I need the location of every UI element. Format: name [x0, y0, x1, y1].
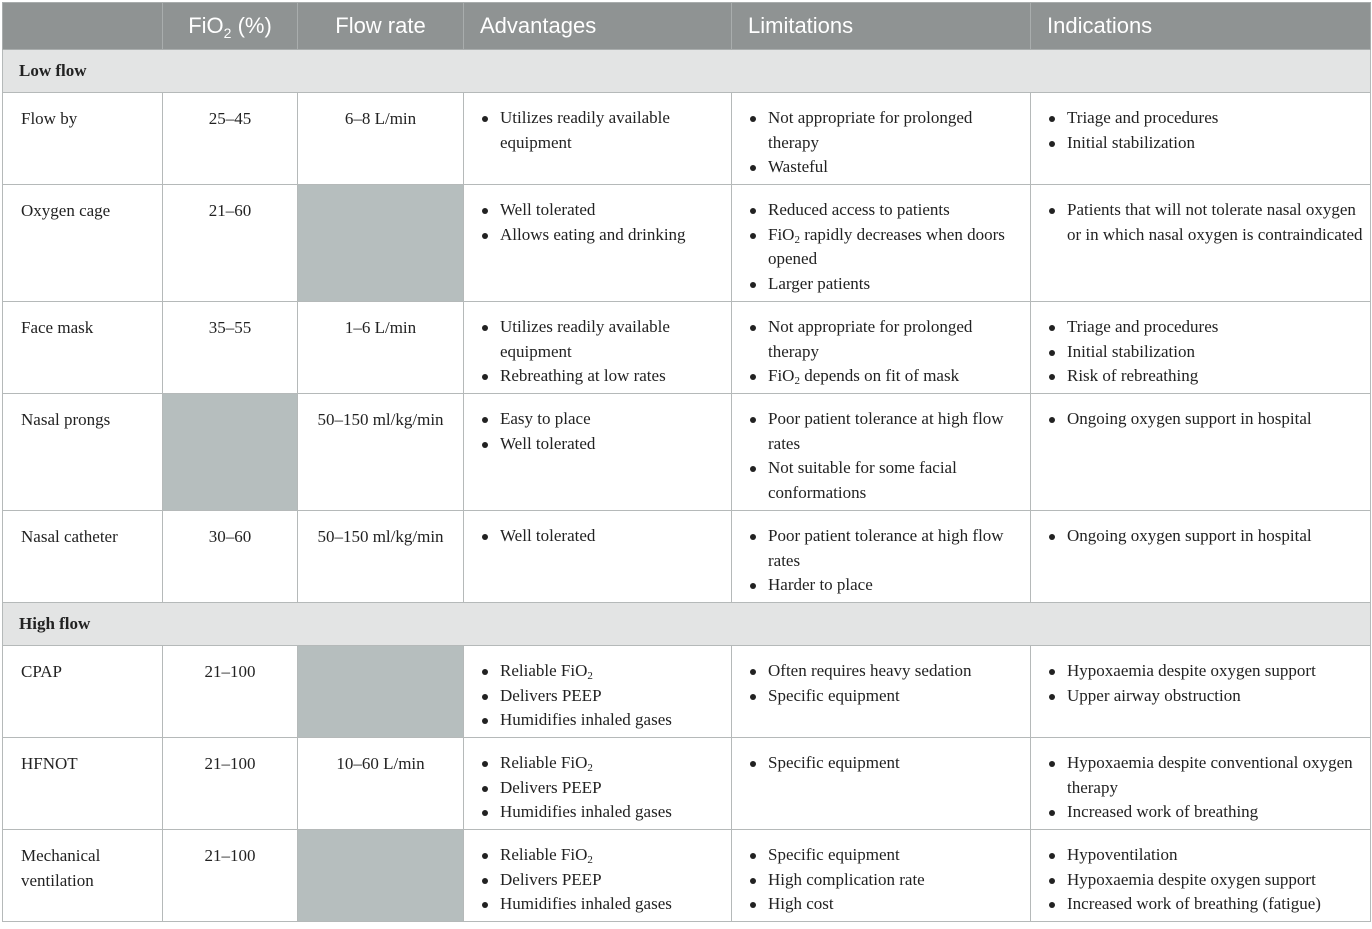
list-item: Larger patients [748, 272, 1024, 297]
fio2-cell [163, 394, 298, 511]
device-name-cell: Oxygen cage [3, 185, 163, 302]
limitations-cell [732, 511, 1031, 603]
list-item: Not suitable for some facial conformations [748, 456, 1024, 505]
advantages-cell [464, 93, 732, 185]
list-item: Wasteful [748, 155, 1024, 180]
limitations-cell [732, 830, 1031, 922]
list-item: Humidifies inhaled gases [480, 708, 725, 733]
list-item: Easy to place [480, 407, 725, 432]
advantages-list [480, 106, 725, 155]
section-row [3, 603, 1371, 646]
list-item: Specific equipment [748, 684, 1024, 709]
flow-rate-cell: 50–150 ml/kg/min [298, 511, 464, 603]
fio2-cell: 21–100 [163, 830, 298, 922]
advantages-cell [464, 511, 732, 603]
list-item: Increased work of breathing [1047, 800, 1364, 825]
list-item: Initial stabilization [1047, 131, 1364, 156]
list-item: Specific equipment [748, 843, 1024, 868]
advantages-cell [464, 185, 732, 302]
list-item: Hypoxaemia despite oxygen support [1047, 868, 1364, 893]
oxygen-therapy-table [2, 2, 1371, 922]
indications-list [1047, 407, 1364, 432]
limitations-list [748, 315, 1024, 389]
indications-list [1047, 315, 1364, 389]
table-row [3, 394, 1371, 511]
device-name-cell: Nasal catheter [3, 511, 163, 603]
section-title: High flow [3, 603, 1371, 646]
list-item: Utilizes readily available equipment [480, 106, 725, 155]
indications-list [1047, 198, 1364, 247]
header-fio2-sub: 2 [223, 25, 232, 41]
fio2-cell: 21–100 [163, 646, 298, 738]
limitations-list [748, 843, 1024, 917]
flow-rate-cell: 1–6 L/min [298, 302, 464, 394]
fio2-cell: 35–55 [163, 302, 298, 394]
table-row [3, 511, 1371, 603]
list-item: Risk of rebreathing [1047, 364, 1364, 389]
list-item: Well tolerated [480, 524, 725, 549]
limitations-cell [732, 302, 1031, 394]
advantages-cell [464, 302, 732, 394]
list-item: Not appropriate for prolonged therapy [748, 315, 1024, 364]
limitations-list [748, 198, 1024, 296]
list-item: High cost [748, 892, 1024, 917]
indications-list [1047, 751, 1364, 825]
limitations-cell [732, 394, 1031, 511]
advantages-list [480, 198, 725, 247]
list-item: Poor patient tolerance at high flow rates [748, 407, 1024, 456]
indications-list [1047, 843, 1364, 917]
limitations-list [748, 106, 1024, 180]
list-item: Specific equipment [748, 751, 1024, 776]
header-indications: Indications [1031, 3, 1371, 50]
advantages-list [480, 315, 725, 389]
indications-list [1047, 659, 1364, 708]
header-limitations: Limitations [732, 3, 1031, 50]
header-blank [3, 3, 163, 50]
indications-cell [1031, 646, 1371, 738]
list-item: Harder to place [748, 573, 1024, 598]
indications-cell [1031, 830, 1371, 922]
list-item: Ongoing oxygen support in hospital [1047, 524, 1364, 549]
fio2-cell: 30–60 [163, 511, 298, 603]
flow-rate-cell [298, 185, 464, 302]
list-item: Triage and procedures [1047, 106, 1364, 131]
list-item: Often requires heavy sedation [748, 659, 1024, 684]
advantages-list [480, 751, 725, 825]
advantages-list [480, 843, 725, 917]
limitations-list [748, 407, 1024, 505]
header-row [3, 3, 1371, 50]
limitations-cell [732, 185, 1031, 302]
limitations-cell [732, 646, 1031, 738]
indications-cell [1031, 93, 1371, 185]
table-row [3, 646, 1371, 738]
list-item: Delivers PEEP [480, 776, 725, 801]
header-fio2-suffix: (%) [231, 13, 272, 38]
flow-rate-cell: 6–8 L/min [298, 93, 464, 185]
list-item: Delivers PEEP [480, 684, 725, 709]
indications-list [1047, 524, 1364, 549]
limitations-cell [732, 738, 1031, 830]
list-item: High complication rate [748, 868, 1024, 893]
table-row [3, 830, 1371, 922]
device-name-cell: CPAP [3, 646, 163, 738]
list-item: Rebreathing at low rates [480, 364, 725, 389]
list-item: Well tolerated [480, 198, 725, 223]
fio2-cell: 25–45 [163, 93, 298, 185]
device-name-cell: Flow by [3, 93, 163, 185]
list-item: Hypoxaemia despite conventional oxygen therapy [1047, 751, 1364, 800]
list-item: Initial stabilization [1047, 340, 1364, 365]
flow-rate-cell [298, 646, 464, 738]
limitations-list [748, 751, 1024, 776]
list-item: Delivers PEEP [480, 868, 725, 893]
fio2-cell: 21–60 [163, 185, 298, 302]
indications-list [1047, 106, 1364, 155]
list-item: Well tolerated [480, 432, 725, 457]
advantages-cell [464, 738, 732, 830]
list-item: Reliable FiO$_2$ [480, 659, 725, 684]
flow-rate-cell [298, 830, 464, 922]
list-item: Patients that will not tolerate nasal oxygen or in which nasal oxygen is contraindicated [1047, 198, 1364, 247]
header-fio2-main: FiO [188, 13, 224, 38]
flow-rate-cell: 10–60 L/min [298, 738, 464, 830]
list-item: Reliable FiO$_2$ [480, 751, 725, 776]
device-name-cell: HFNOT [3, 738, 163, 830]
list-item: Humidifies inhaled gases [480, 892, 725, 917]
device-name-cell: Face mask [3, 302, 163, 394]
advantages-list [480, 524, 725, 549]
table-row [3, 93, 1371, 185]
list-item: Allows eating and drinking [480, 223, 725, 248]
section-row [3, 50, 1371, 93]
list-item: Increased work of breathing (fatigue) [1047, 892, 1364, 917]
list-item: Reduced access to patients [748, 198, 1024, 223]
indications-cell [1031, 185, 1371, 302]
table-row [3, 738, 1371, 830]
advantages-cell [464, 646, 732, 738]
header-flow-rate: Flow rate [298, 3, 464, 50]
list-item: FiO$_2$ depends on fit of mask [748, 364, 1024, 389]
indications-cell [1031, 394, 1371, 511]
indications-cell [1031, 302, 1371, 394]
advantages-list [480, 659, 725, 733]
list-item: Utilizes readily available equipment [480, 315, 725, 364]
fio2-cell: 21–100 [163, 738, 298, 830]
list-item: Hypoxaemia despite oxygen support [1047, 659, 1364, 684]
device-name-cell: Mechanical ventilation [3, 830, 163, 922]
flow-rate-cell: 50–150 ml/kg/min [298, 394, 464, 511]
list-item: Humidifies inhaled gases [480, 800, 725, 825]
table-row [3, 302, 1371, 394]
list-item: Poor patient tolerance at high flow rates [748, 524, 1024, 573]
advantages-list [480, 407, 725, 456]
header-fio2 [163, 3, 298, 50]
advantages-cell [464, 830, 732, 922]
indications-cell [1031, 738, 1371, 830]
limitations-list [748, 524, 1024, 598]
limitations-cell [732, 93, 1031, 185]
device-name-cell: Nasal prongs [3, 394, 163, 511]
advantages-cell [464, 394, 732, 511]
table-row [3, 185, 1371, 302]
list-item: Hypoventilation [1047, 843, 1364, 868]
limitations-list [748, 659, 1024, 708]
list-item: Upper airway obstruction [1047, 684, 1364, 709]
section-title: Low flow [3, 50, 1371, 93]
list-item: Ongoing oxygen support in hospital [1047, 407, 1364, 432]
indications-cell [1031, 511, 1371, 603]
header-advantages: Advantages [464, 3, 732, 50]
list-item: Reliable FiO$_2$ [480, 843, 725, 868]
list-item: Triage and procedures [1047, 315, 1364, 340]
list-item: FiO$_2$ rapidly decreases when doors opened [748, 223, 1024, 272]
table-body [3, 50, 1371, 922]
list-item: Not appropriate for prolonged therapy [748, 106, 1024, 155]
